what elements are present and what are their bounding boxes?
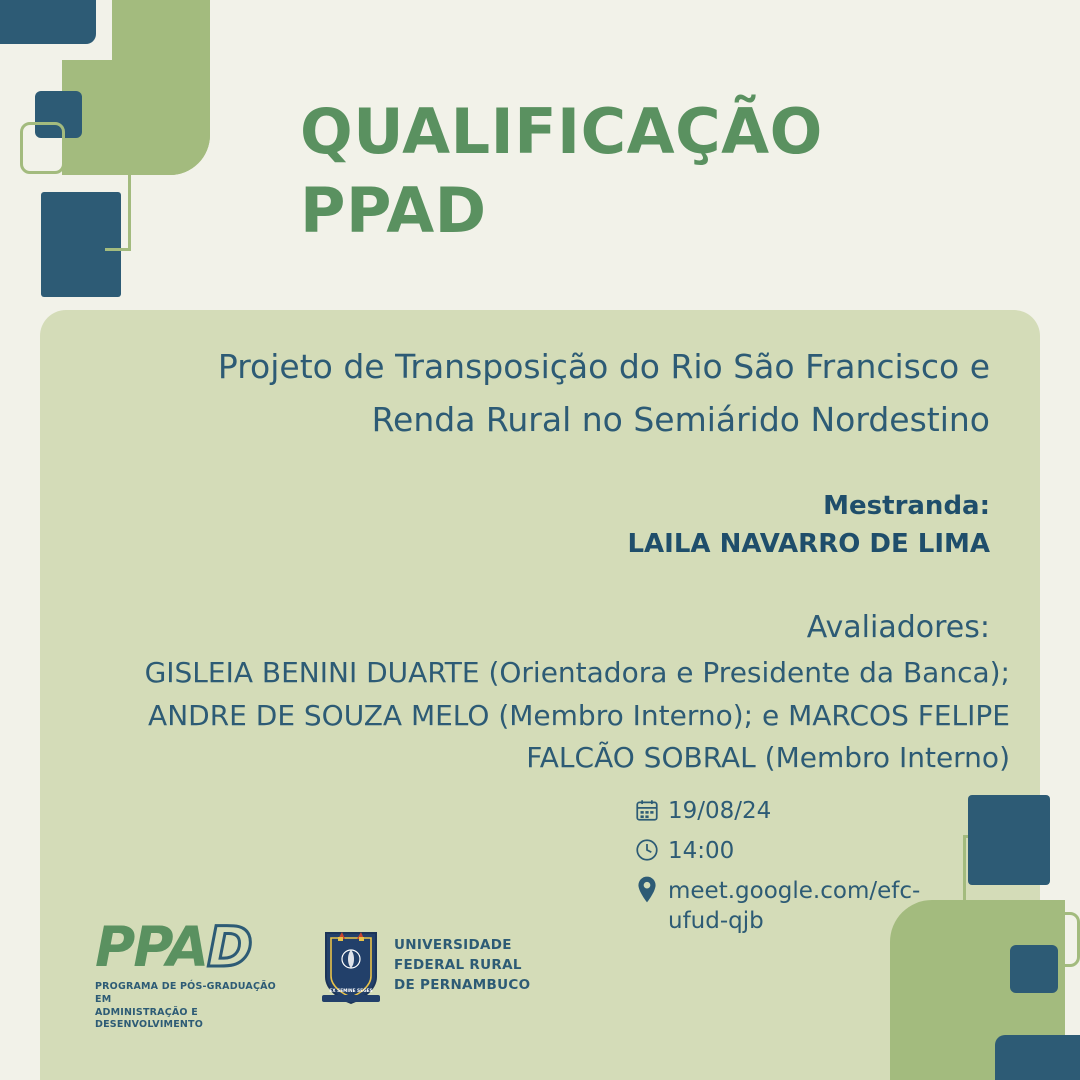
poster-title	[300, 92, 1000, 251]
decoration-outline-square-top-left	[20, 122, 65, 174]
evaluators-line-1: GISLEIA BENINI DUARTE (Orientadora e Presidente da Banca);	[144, 656, 1010, 689]
ufrpe-name-line-3: DE PERNAMBUCO	[394, 977, 531, 994]
ufrpe-name	[394, 935, 530, 996]
thesis-subject	[100, 340, 990, 447]
evaluators-line-3: FALCÃO SOBRAL (Membro Interno)	[526, 741, 1010, 775]
event-time-row	[634, 835, 964, 867]
evaluators-label: Avaliadores:	[806, 610, 990, 645]
student-block	[627, 488, 990, 563]
decoration-line-horizontal-left	[105, 248, 131, 251]
svg-text:EX SEMINE SEGES: EX SEMINE SEGES	[329, 989, 373, 994]
clock-icon	[634, 835, 668, 865]
calendar-icon	[634, 795, 668, 825]
ufrpe-logo	[320, 925, 530, 1005]
ppad-wordmark-outline: D	[207, 915, 251, 979]
decoration-blue-rect-bottom-right	[968, 795, 1050, 885]
student-name: LAILA NAVARRO DE LIMA	[627, 528, 990, 559]
decoration-line-vertical-right	[963, 835, 966, 943]
event-date: 19/08/24	[668, 798, 772, 824]
decoration-line-top	[185, 0, 188, 18]
decoration-blue-bar-top-left	[0, 0, 96, 44]
ppad-wordmark	[95, 915, 295, 979]
ppad-subtitle-line-1: PROGRAMA DE PÓS-GRADUAÇÃO EM	[95, 981, 276, 1005]
student-label: Mestranda:	[823, 491, 990, 521]
ufrpe-name-line-2: FEDERAL RURAL	[394, 956, 522, 973]
evaluators-line-2: ANDRE DE SOUZA MELO (Membro Interno); e MARCOS FELIPE	[148, 698, 1010, 732]
event-date-row	[634, 795, 964, 827]
ppad-subtitle-line-2: ADMINISTRAÇÃO E DESENVOLVIMENTO	[95, 1006, 204, 1031]
title-line-2: PPAD	[300, 174, 487, 248]
thesis-subject-line-2: Renda Rural no Semiárido Nordestino	[371, 400, 990, 440]
decoration-green-shape-top-secondary	[62, 60, 210, 175]
event-time: 14:00	[668, 837, 735, 864]
decoration-blue-bar-bottom-right	[995, 1035, 1080, 1080]
ufrpe-name-line-1: UNIVERSIDADE	[394, 936, 512, 953]
decoration-blue-square-bottom-right	[1010, 945, 1058, 993]
title-line-1: QUALIFICAÇÃO	[300, 95, 823, 168]
map-pin-icon	[634, 875, 668, 905]
decoration-blue-rect-top-left	[41, 192, 121, 297]
thesis-subject-line-1: Projeto de Transposição do Rio São Francisco e	[217, 347, 990, 386]
decoration-line-vertical-left	[128, 140, 131, 250]
event-link[interactable]: meet.google.com/efc-ufud-qjb	[668, 877, 921, 934]
ppad-wordmark-main: PPA	[95, 915, 208, 979]
ppad-logo	[95, 915, 295, 1032]
evaluators-list	[80, 652, 1010, 780]
ufrpe-crest-icon	[320, 925, 382, 1005]
ppad-subtitle	[95, 981, 295, 1032]
